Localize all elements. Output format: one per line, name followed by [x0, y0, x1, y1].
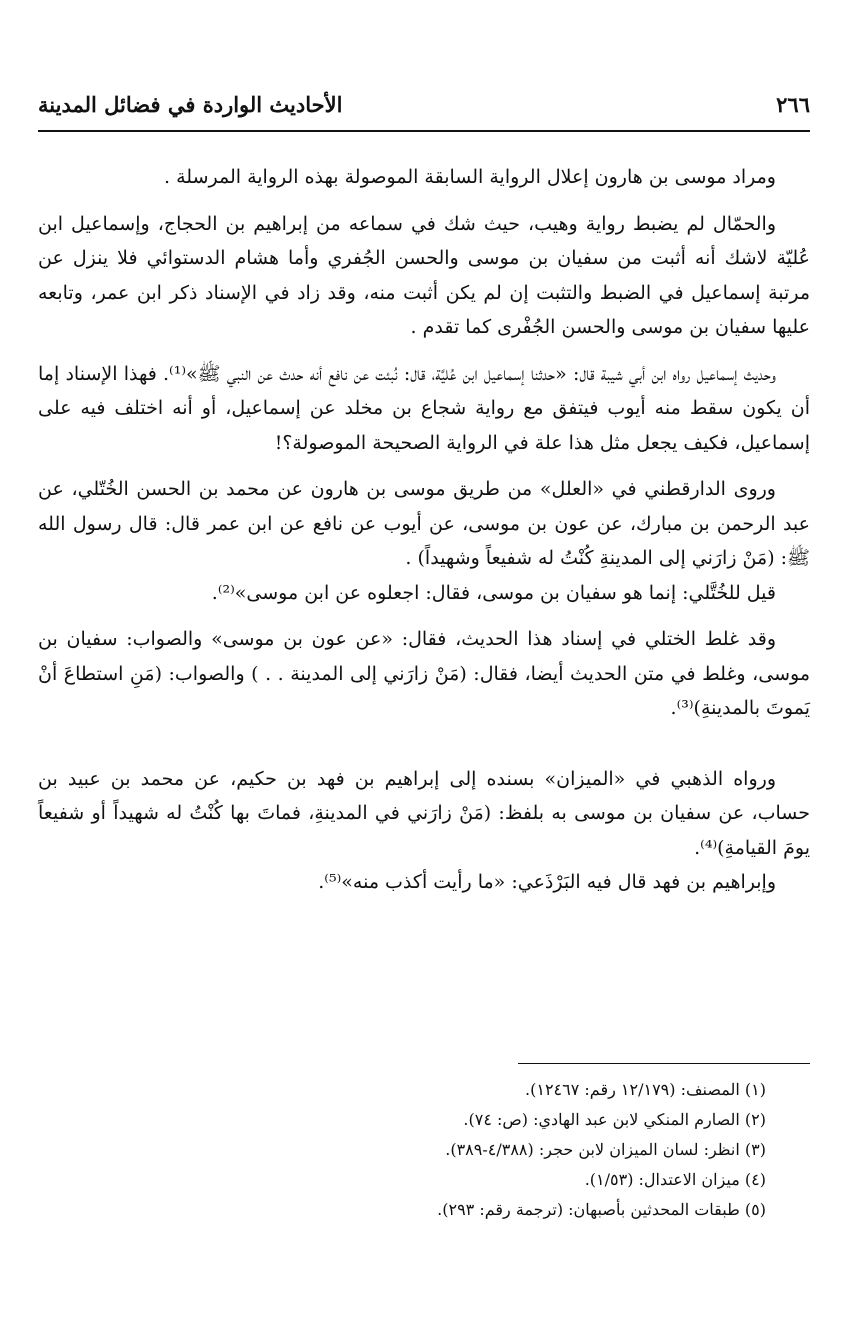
- paragraph-gap: [38, 195, 810, 207]
- paragraph: وقد غلط الختلي في إسناد هذا الحديث، فقال: «عن عون بن موسى» والصواب: سفيان بن موسى، وغلط في متن الحديث أيضا، فقال: (مَنْ زارَني إلى المدينة . . ) والصواب: (مَنِ استطاعَ أنْ يَموتَ بالمدينةِ)⁽³⁾.: [38, 628, 810, 719]
- page-header: [38, 86, 810, 122]
- paragraph: قيل للخُتَّلي: إنما هو سفيان بن موسى، فقال: اجعلوه عن ابن موسى»⁽²⁾.: [211, 581, 776, 604]
- footnotes: [38, 1075, 766, 1225]
- paragraph: ومراد موسى بن هارون إعلال الرواية السابقة الموصولة بهذه الرواية المرسلة .: [164, 166, 776, 188]
- paragraph-gap: [38, 726, 810, 762]
- footnote: (٥) طبقات المحدثين بأصبهان: (ترجمة رقم: ٢٩٣).: [437, 1200, 766, 1219]
- footnote-divider: [518, 1063, 810, 1064]
- paragraph-gap: [38, 460, 810, 472]
- paragraph-gap: [38, 345, 810, 357]
- footnote: (٢) الصارم المنكي لابن عبد الهادي: (ص: ٧٤).: [463, 1110, 766, 1129]
- footnote: (١) المصنف: (١٢/١٧٩ رقم: ١٢٤٦٧).: [525, 1080, 766, 1099]
- page-number: ٢٦٦: [776, 91, 810, 117]
- paragraph: ورواه الذهبي في «الميزان» بسنده إلى إبراهيم بن فهد بن حكيم، عن محمد بن عبيد بن حساب، عن سفيان بن موسى به بلفظ: (مَنْ زارَني في المدينةِ، فماتَ بها كُنْتُ له شهيداً أو شفيعاً يومَ القيامةِ)⁽⁴⁾.: [38, 767, 810, 859]
- paragraph: والحمّال لم يضبط رواية وهيب، حيث شك في سماعه من إبراهيم بن الحجاج، وإسماعيل ابن عُليّة لاشك أنه أثبت من سفيان بن موسى والحسن الجُفري وأما هشام الدستوائي فلا ينزل عن مرتبة إسماعيل في الضبط والتثبت إن لم يكن أثبت منه، وقد زاد في الإسناد ذكر ابن عمر، وتابعه عليها سفيان بن موسى والحسن الجُفْرى كما تقدم .: [38, 212, 810, 338]
- paragraph: وإبراهيم بن فهد قال فيه البَرْذَعي: «ما رأيت أكذب منه»⁽⁵⁾.: [318, 871, 776, 893]
- paragraph: وروى الدارقطني في «العلل» من طريق موسى بن هارون عن محمد بن الحسن الخُتّلي، عن عبد الرحمن بن مبارك، عن عون بن موسى، عن أيوب عن نافع عن ابن عمر قال: قال رسول الله ﷺ: (مَنْ زارَني إلى المدينةِ كُنْتُ له شفيعاً وشهيداً) .: [38, 478, 810, 569]
- running-head: الأحاديث الواردة في فضائل المدينة: [38, 91, 343, 117]
- paragraph-gap: [38, 610, 810, 622]
- footnote: (٣) انظر: لسان الميزان لابن حجر: (٤/٣٨٨-٣٨٩).: [445, 1140, 766, 1159]
- paragraph: وحديث إسماعيل رواه ابن أبي شيبة قال: «حدثنا إسماعيل ابن عُليَّة، قال: نُبئت عن نافع أنه حدث عن النبي ﷺ»⁽¹⁾. فهذا الإسناد إما أن يكون سقط منه أيوب فيتفق مع رواية شجاع بن مخلد عن إسماعيل، أو أنه اختلف فيه على إسماعيل، فكيف يجعل مثل هذا علة في الرواية الصحيحة الموصولة؟!: [38, 362, 810, 454]
- footnote: (٤) ميزان الاعتدال: (١/٥٣).: [584, 1170, 766, 1189]
- header-divider: [38, 130, 810, 132]
- main-text: [38, 160, 810, 900]
